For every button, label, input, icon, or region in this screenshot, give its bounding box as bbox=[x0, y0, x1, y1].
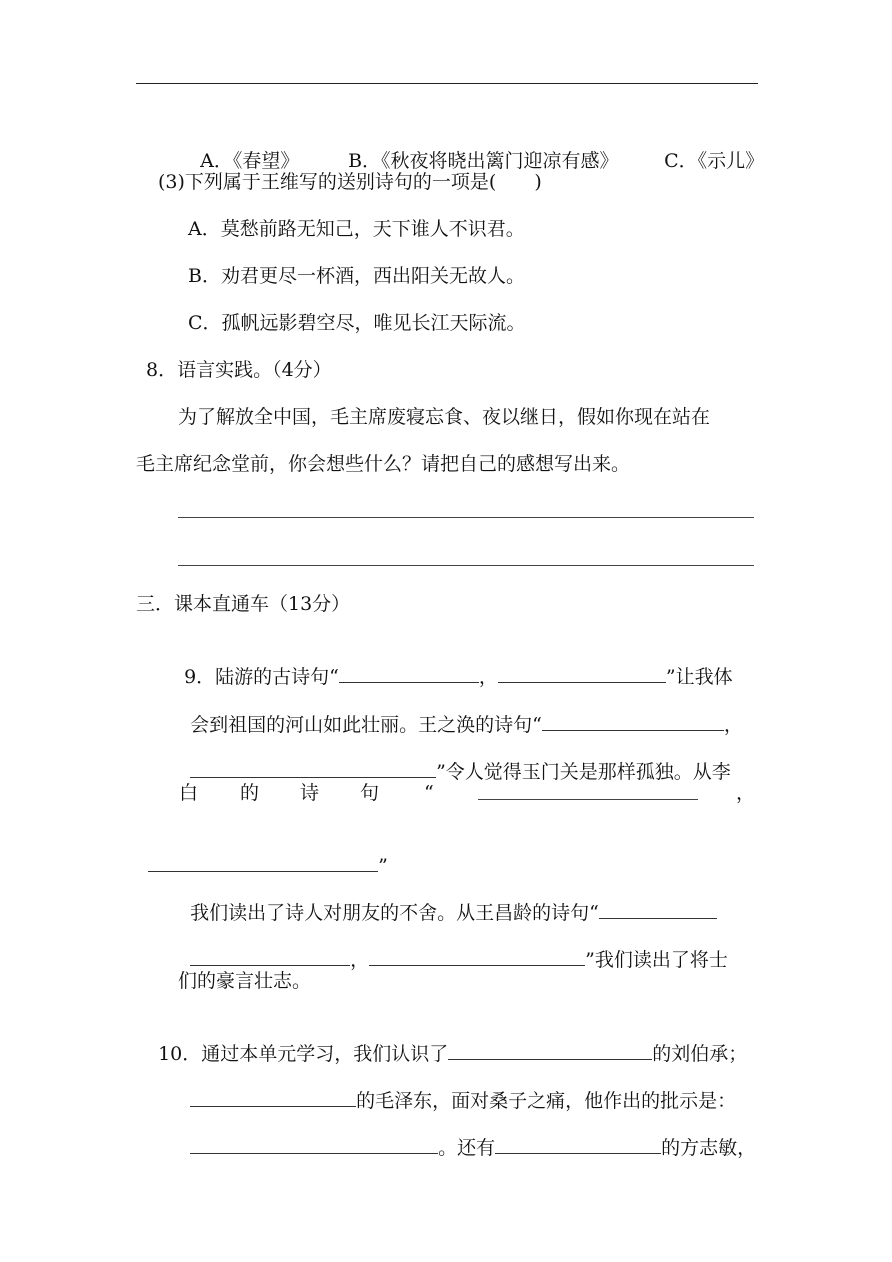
q9-blank-5[interactable] bbox=[478, 799, 698, 800]
q9-blank-2[interactable] bbox=[498, 664, 666, 683]
q9-blank-1[interactable] bbox=[339, 664, 479, 683]
q8-answer-line-2[interactable] bbox=[178, 565, 754, 566]
q9-l4-word-3: 诗 bbox=[300, 782, 320, 804]
q9-l4-word-4: 句 bbox=[360, 782, 380, 804]
q9-blank-6[interactable] bbox=[148, 853, 378, 872]
q9-blank-8[interactable] bbox=[190, 947, 350, 966]
q9-l1-text-c: ”让我体 bbox=[665, 666, 733, 688]
q9-l4-word-1: 白 bbox=[179, 782, 199, 804]
q8-title: 8．语言实践。（4分） bbox=[146, 359, 332, 381]
option-b: B．《秋夜将晓出篱门迎凉有感》 bbox=[348, 150, 619, 172]
q10-blank-4[interactable] bbox=[495, 1135, 661, 1154]
prev-options-row bbox=[188, 122, 299, 174]
q8-answer-line-1[interactable] bbox=[178, 517, 754, 518]
q9-blank-3[interactable] bbox=[542, 712, 724, 731]
q7-3-option-b: B．劝君更尽一杯酒，西出阳关无故人。 bbox=[188, 265, 525, 287]
q9-l7-text-b: ， bbox=[350, 949, 370, 971]
q8-line2: 毛主席纪念堂前，你会想些什么？请把自己的感想写出来。 bbox=[136, 453, 631, 475]
q9-l2-text-a: 会到祖国的河山如此壮丽。王之涣的诗句“ bbox=[190, 714, 542, 736]
q9-l1-text-b: ， bbox=[478, 666, 498, 688]
q10-blank-3[interactable] bbox=[190, 1135, 438, 1154]
section3-title: 三．课本直通车（13分） bbox=[136, 593, 351, 615]
q9-blank-9[interactable] bbox=[369, 947, 585, 966]
q9-l2-text-b: ， bbox=[723, 714, 743, 736]
q8-line1: 为了解放全中国，毛主席废寝忘食、夜以继日，假如你现在站在 bbox=[178, 406, 711, 428]
q9-l4-comma: ， bbox=[736, 782, 756, 804]
q9-line3 bbox=[178, 733, 731, 785]
q7-3-option-c: C．孤帆远影碧空尽，唯见长江天际流。 bbox=[188, 312, 526, 334]
q10-l2-text-b: 的毛泽东，面对桑子之痛，他作出的批示是： bbox=[356, 1090, 737, 1112]
q7-3-option-a: A．莫愁前路无知己，天下谁人不识君。 bbox=[188, 218, 525, 240]
q9-l3-text-b: ”令人觉得玉门关是那样孤独。从李 bbox=[436, 761, 731, 783]
q10-blank-2[interactable] bbox=[190, 1088, 356, 1107]
q9-line1 bbox=[172, 638, 733, 690]
q10-line1 bbox=[146, 1015, 747, 1067]
q10-line2 bbox=[178, 1062, 736, 1114]
q10-blank-1[interactable] bbox=[448, 1041, 652, 1060]
q9-l4-quote: “ bbox=[424, 782, 434, 804]
q9-l6-text-a: 我们读出了诗人对朋友的不舍。从王昌龄的诗句“ bbox=[190, 902, 599, 924]
q9-line6 bbox=[178, 874, 717, 926]
option-a: A．《春望》 bbox=[200, 150, 300, 172]
q9-line5 bbox=[136, 827, 388, 879]
q9-l1-text-a: 9．陆游的古诗句“ bbox=[184, 666, 339, 688]
q10-line3 bbox=[178, 1109, 756, 1161]
q9-l7-text-c: ”我们读出了将士 bbox=[585, 949, 728, 971]
q9-line8: 们的豪言壮志。 bbox=[178, 970, 312, 992]
option-c: C．《示儿》 bbox=[664, 150, 765, 172]
q7-3-stem: (3)下列属于王维写的送别诗句的一项是( ) bbox=[158, 171, 542, 193]
q9-line2 bbox=[178, 686, 743, 738]
q10-l3-text-b: 。还有 bbox=[438, 1137, 496, 1159]
option-c-row bbox=[652, 122, 764, 174]
option-b-row bbox=[336, 122, 619, 174]
header-rule bbox=[136, 83, 758, 84]
q10-l1-text-b: 的刘伯承； bbox=[652, 1043, 748, 1065]
q9-l5-text-b: ” bbox=[378, 855, 388, 877]
q9-l4-word-2: 的 bbox=[240, 782, 260, 804]
q9-line7 bbox=[178, 921, 728, 973]
q9-blank-7[interactable] bbox=[599, 900, 717, 919]
q9-blank-4[interactable] bbox=[190, 759, 436, 778]
q10-l1-text-a: 10．通过本单元学习，我们认识了 bbox=[158, 1043, 449, 1065]
q10-l3-text-c: 的方志敏， bbox=[661, 1137, 757, 1159]
